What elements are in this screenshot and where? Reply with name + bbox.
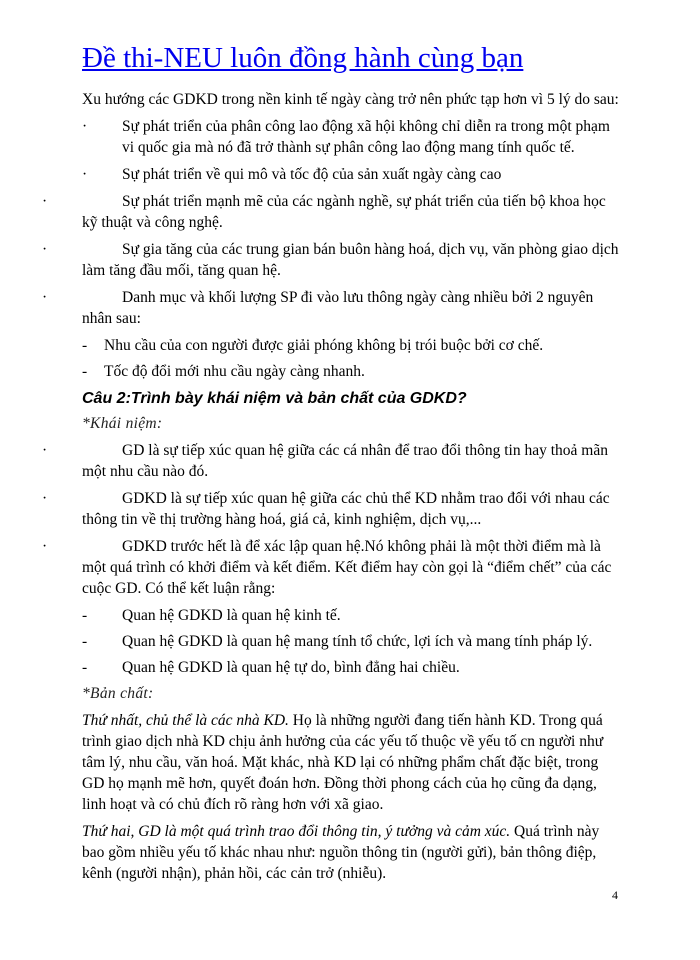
page-number: 4 <box>612 888 618 902</box>
nature-1-lead: Thứ nhất, chủ thể là các nhà KD. <box>82 712 289 729</box>
bullet-icon: · <box>42 241 48 258</box>
dash-icon: - <box>82 337 88 354</box>
reason-item <box>42 239 622 281</box>
nature-2-text: Quá trình này bao gồm nhiều yếu tố khác nhau như: nguồn thông tin (người gửi), bản thông điệp, kênh (người nhận), phản hồi, các cản trở (nhiễu). <box>82 823 600 882</box>
reason-text: Danh mục và khối lượng SP đi vào lưu thông ngày càng nhiều bởi 2 nguyên nhân sau: <box>82 289 594 327</box>
reason-item <box>82 164 622 185</box>
cause-item <box>82 335 622 356</box>
question-2-heading: Câu 2:Trình bày khái niệm và bản chất của GDKD? <box>82 390 467 407</box>
reason-text: Sự phát triển mạnh mẽ của các ngành nghề, sự phát triển của tiến bộ khoa học kỹ thuật và công nghệ. <box>82 193 606 231</box>
intro-paragraph: Xu hướng các GDKD trong nền kinh tế ngày càng trở nên phức tạp hơn vì 5 lý do sau: <box>82 91 619 108</box>
nature-paragraph-2 <box>82 821 622 884</box>
conclusion-item <box>82 605 622 626</box>
dash-icon: - <box>82 607 88 624</box>
concept-text: GDKD trước hết là để xác lập quan hệ.Nó không phải là một thời điểm mà là một quá trình có khởi điểm và kết điểm. Kết điểm hay còn gọi là “điểm chết” của các cuộc GD. Có thể kết luận rằng: <box>82 538 612 597</box>
reason-item <box>82 116 622 158</box>
reason-text: Sự gia tăng của các trung gian bán buôn hàng hoá, dịch vụ, văn phòng giao dịch làm tăng đầu mối, tăng quan hệ. <box>82 241 619 279</box>
dash-icon: - <box>82 633 88 650</box>
conclusion-text: Quan hệ GDKD là quan hệ kinh tế. <box>122 607 341 624</box>
bullet-icon: · <box>42 490 48 507</box>
concept-label: *Khái niệm: <box>82 415 163 432</box>
cause-text: Tốc độ đổi mới nhu cầu ngày càng nhanh. <box>104 363 365 380</box>
reason-item <box>42 287 622 329</box>
document-body <box>42 89 622 890</box>
cause-item <box>82 361 622 382</box>
nature-label: *Bản chất: <box>82 685 154 702</box>
nature-paragraph-1 <box>82 710 622 815</box>
bullet-icon: · <box>42 289 48 306</box>
concept-item <box>42 440 622 482</box>
reason-text: Sự phát triển của phân công lao động xã hội không chỉ diễn ra trong một phạm vi quốc gia mà nó đã trở thành sự phân công lao động mang tính quốc tế. <box>122 118 610 156</box>
concept-item <box>42 536 622 599</box>
bullet-icon: · <box>82 118 88 135</box>
nature-2-lead: Thứ hai, GD là một quá trình trao đổi thông tin, ý tưởng và cảm xúc. <box>82 823 511 840</box>
concept-text: GD là sự tiếp xúc quan hệ giữa các cá nhân để trao đổi thông tin hay thoả mãn một nhu cầu nào đó. <box>82 442 608 480</box>
reason-text: Sự phát triển về qui mô và tốc độ của sản xuất ngày càng cao <box>122 166 502 183</box>
reason-item <box>42 191 622 233</box>
cause-text: Nhu cầu của con người được giải phóng không bị trói buộc bởi cơ chế. <box>104 337 544 354</box>
bullet-icon: · <box>82 166 88 183</box>
dash-icon: - <box>82 659 88 676</box>
concept-text: GDKD là sự tiếp xúc quan hệ giữa các chủ thể KD nhằm trao đổi với nhau các thông tin về thị trường hàng hoá, giá cả, kinh nghiệm, dịch vụ,... <box>82 490 610 528</box>
concept-item <box>42 488 622 530</box>
nature-1-text: Họ là những người đang tiến hành KD. Trong quá trình giao dịch nhà KD chịu ảnh hưởng của các yếu tố thuộc về yếu tố cn người như tâm lý, nhu cầu, văn hoá. Mặt khác, nhà KD lại có những phẩm chất đặc biệt, trong GD họ mạnh mẽ hơn, quyết đoán hơn. Đồng thời phong cách của họ cũng đa dạng, linh hoạt và có chủ đích rõ ràng hơn với xã giao. <box>82 712 604 813</box>
bullet-icon: · <box>42 442 48 459</box>
bullet-icon: · <box>42 193 48 210</box>
conclusion-text: Quan hệ GDKD là quan hệ tự do, bình đẳng hai chiều. <box>122 659 460 676</box>
bullet-icon: · <box>42 538 48 555</box>
conclusion-item <box>82 631 622 652</box>
conclusion-text: Quan hệ GDKD là quan hệ mang tính tổ chức, lợi ích và mang tính pháp lý. <box>122 633 593 650</box>
header-link[interactable]: Đề thi-NEU luôn đồng hành cùng bạn <box>82 42 524 74</box>
dash-icon: - <box>82 363 88 380</box>
conclusion-item <box>82 657 622 678</box>
